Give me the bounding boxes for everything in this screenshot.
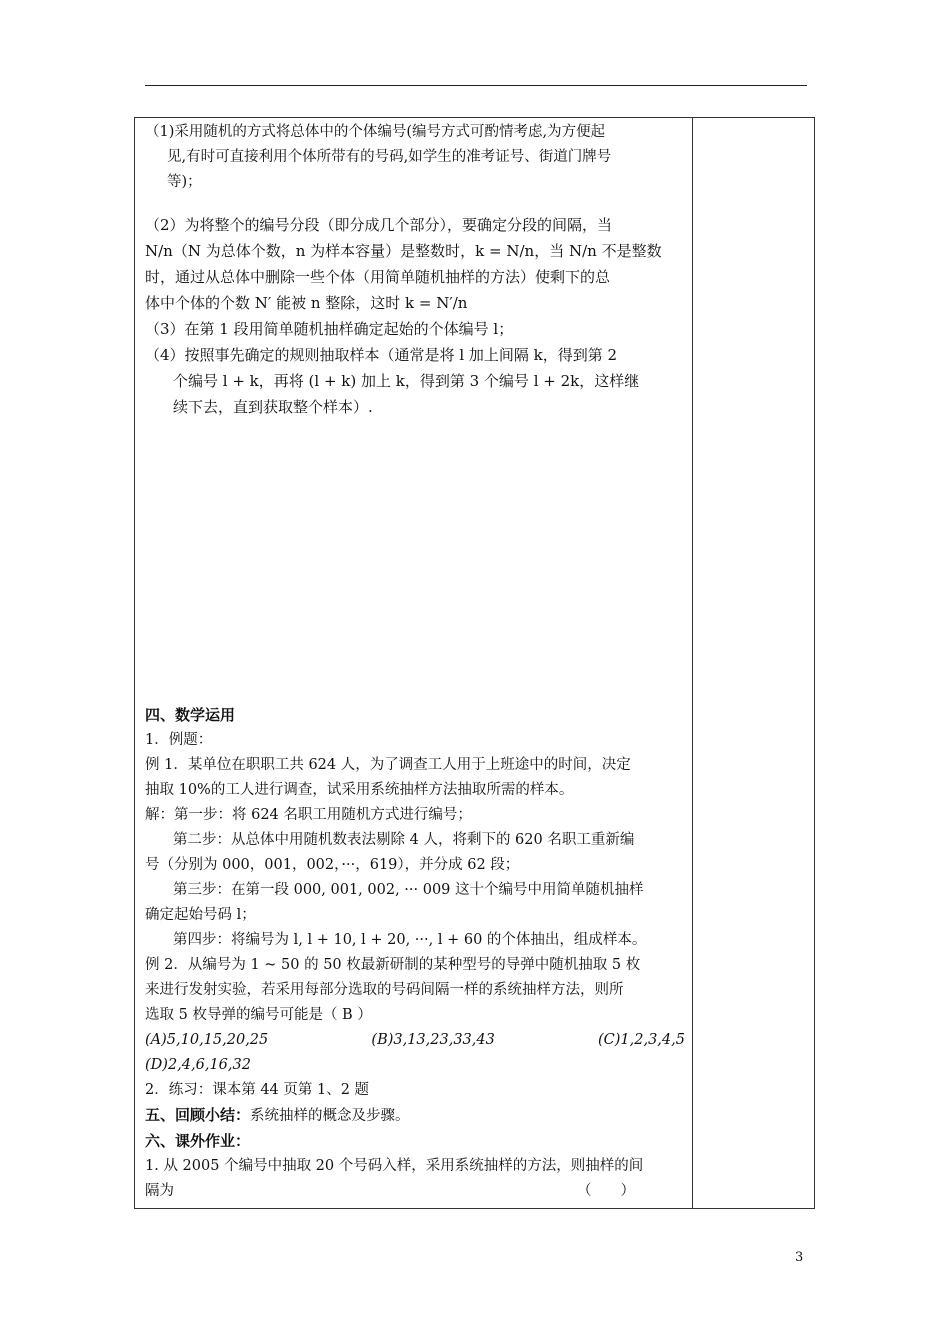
step-1-line-a: （1)采用随机的方式将总体中的个体编号(编号方式可酌情考虑,为方便起 [145, 124, 606, 140]
example-1-line-b: 抽取 10%的工人进行调查，试采用系统抽样方法抽取所需的样本。 [145, 782, 574, 798]
solution-step-2-b: 号（分别为 000，001，002，···，619），并分成 62 段； [145, 857, 520, 873]
homework-1-line-a: 1. 从 2005 个编号中抽取 20 个号码入样，采用系统抽样的方法，则抽样的间 [145, 1158, 644, 1174]
option-b: (B)3,13,23,33,43 [371, 1032, 495, 1048]
option-c: (C)1,2,3,4,5 [598, 1032, 685, 1048]
step-1-line-b: 见,有时可直接利用个体所带有的号码,如学生的准考证号、街道门牌号 [167, 149, 612, 165]
solution-step-4: 第四步：将编号为 l, l + 10, l + 20, ···, l + 60 的个体抽出，组成样本。 [173, 932, 647, 948]
example-2-line-b: 来进行发射实验，若采用每部分选取的号码间隔一样的系统抽样方法，则所 [145, 982, 624, 998]
solution-step-3-b: 确定起始号码 l； [145, 907, 256, 923]
practice-subheading: 2．练习：课本第 44 页第 1、2 题 [145, 1082, 370, 1098]
option-a: (A)5,10,15,20,25 [145, 1032, 269, 1048]
system-sampling-steps [145, 212, 685, 420]
section-6-heading: 六、课外作业： [145, 1132, 251, 1150]
solution-step-1: 解：第一步：将 624 名职工用随机方式进行编号； [145, 807, 472, 823]
blank-space [145, 420, 685, 703]
solution-step-2-a: 第二步：从总体中用随机数表法剔除 4 人，将剩下的 620 名职工重新编 [173, 832, 635, 848]
example-2-line-c: 选取 5 枚导弹的编号可能是（ B ） [145, 1007, 372, 1023]
header-rule [145, 85, 807, 86]
notes-column-divider [692, 117, 693, 1209]
step-3: （3）在第 1 段用简单随机抽样确定起始的个体编号 l； [145, 320, 514, 338]
step-4-line-a: （4）按照事先确定的规则抽取样本（通常是将 l 加上间隔 k，得到第 2 [145, 346, 618, 364]
section-4-heading: 四、数学运用 [145, 706, 236, 724]
step-4-line-b: 个编号 l + k，再将 (l + k) 加上 k，得到第 3 个编号 l + 2k，这样继 [173, 372, 640, 390]
step-2-line-c: 时，通过从总体中删除一些个体（用简单随机抽样的方法）使剩下的总 [145, 268, 611, 286]
homework-1-line-b [145, 1179, 685, 1204]
example-2-options [145, 1028, 685, 1053]
step-2-line-d: 体中个体的个数 N′ 能被 n 整除，这时 k = N′/n [145, 294, 468, 312]
answer-blank: （ ） [577, 1183, 635, 1199]
example-1-line-a: 例 1．某单位在职职工共 624 人，为了调查工人用于上班途中的时间，决定 [145, 757, 631, 773]
step-2-line-a: （2）为将整个的编号分段（即分成几个部分），要确定分段的间隔，当 [145, 216, 613, 234]
step-1-line-c: 等)； [167, 174, 202, 190]
page-number: 3 [795, 1250, 804, 1265]
step-4-line-c: 续下去，直到获取整个样本）. [173, 398, 373, 416]
lesson-content [145, 120, 685, 1204]
section-5 [145, 1103, 685, 1129]
homework-1-text: 隔为 [145, 1183, 174, 1199]
solution-step-3-a: 第三步：在第一段 000, 001, 002, ··· 009 这十个编号中用简单随机抽样 [173, 882, 644, 898]
option-d: (D)2,4,6,16,32 [145, 1057, 251, 1073]
section-5-text: 系统抽样的概念及步骤。 [250, 1108, 410, 1124]
step-2-line-b: N/n（N 为总体个数，n 为样本容量）是整数时，k = N/n，当 N/n 不是整数 [145, 242, 662, 260]
example-2-line-a: 例 2．从编号为 1 ~ 50 的 50 枚最新研制的某种型号的导弹中随机抽取 5 枚 [145, 957, 641, 973]
examples-subheading: 1．例题： [145, 732, 213, 748]
section-5-heading: 五、回顾小结： [145, 1106, 251, 1124]
